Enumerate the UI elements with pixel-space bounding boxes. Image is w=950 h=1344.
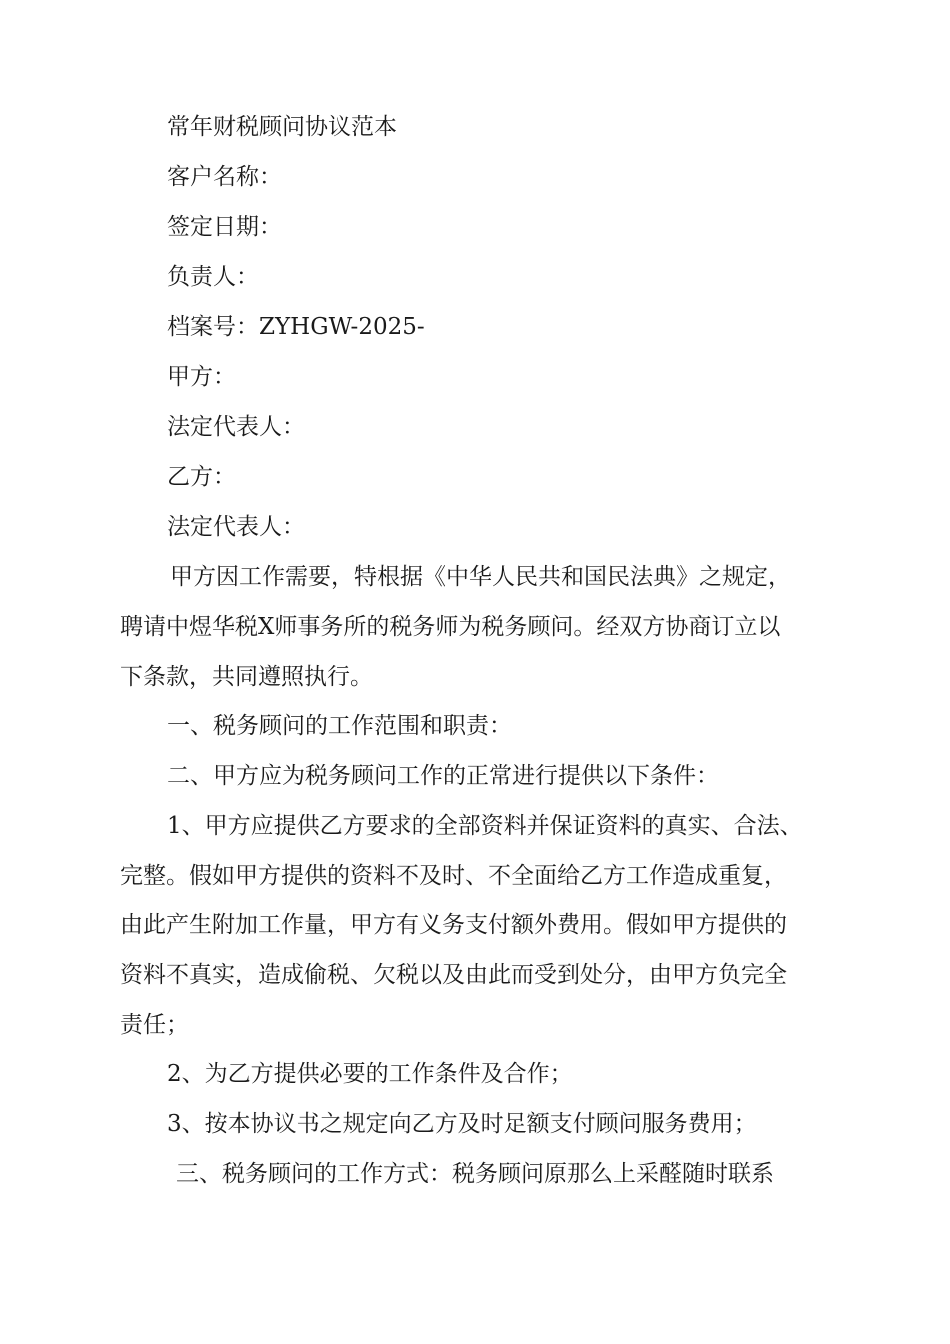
item-1-line-1: 1、甲方应提供乙方要求的全部资料并保证资料的真实、合法、: [167, 813, 803, 839]
client-name-field: 客户名称：: [167, 164, 282, 190]
item-1-line-2: 完整。假如甲方提供的资料不及时、不全面给乙方工作造成重复，: [120, 863, 787, 889]
item-1-line-5: 责任；: [120, 1012, 189, 1038]
item-2: 2、为乙方提供必要的工作条件及合作；: [167, 1061, 573, 1087]
section-2-heading: 二、甲方应为税务顾问工作的正常进行提供以下条件：: [167, 763, 719, 789]
party-a-field: 甲方：: [167, 364, 236, 390]
sign-date-field: 签定日期：: [167, 214, 282, 240]
section-1-heading: 一、税务顾问的工作范围和职责：: [167, 713, 512, 739]
item-3: 3、按本协议书之规定向乙方及时足额支付顾问服务费用；: [167, 1111, 757, 1137]
item-1-line-4: 资料不真实，造成偷税、欠税以及由此而受到处分，由甲方负完全: [120, 962, 787, 988]
document-title: 常年财税顾问协议范本: [167, 114, 397, 140]
item-1-line-3: 由此产生附加工作量，甲方有义务支付额外费用。假如甲方提供的: [120, 912, 787, 938]
party-b-field: 乙方：: [167, 464, 236, 490]
responsible-person-field: 负责人：: [167, 264, 259, 290]
file-number-field: 档案号：ZYHGW-2025-: [167, 314, 425, 340]
party-a-representative-field: 法定代表人：: [167, 414, 305, 440]
intro-line-1: 甲方因工作需要，特根据《中华人民共和国民法典》之规定，: [170, 564, 791, 590]
intro-line-2: 聘请中煜华税X师事务所的税务师为税务顾问。经双方协商订立以: [120, 614, 781, 640]
section-3-line: 三、税务顾问的工作方式：税务顾问原那么上采醛随时联系: [176, 1161, 774, 1187]
party-b-representative-field: 法定代表人：: [167, 514, 305, 540]
intro-line-3: 下条款，共同遵照执行。: [120, 664, 373, 690]
